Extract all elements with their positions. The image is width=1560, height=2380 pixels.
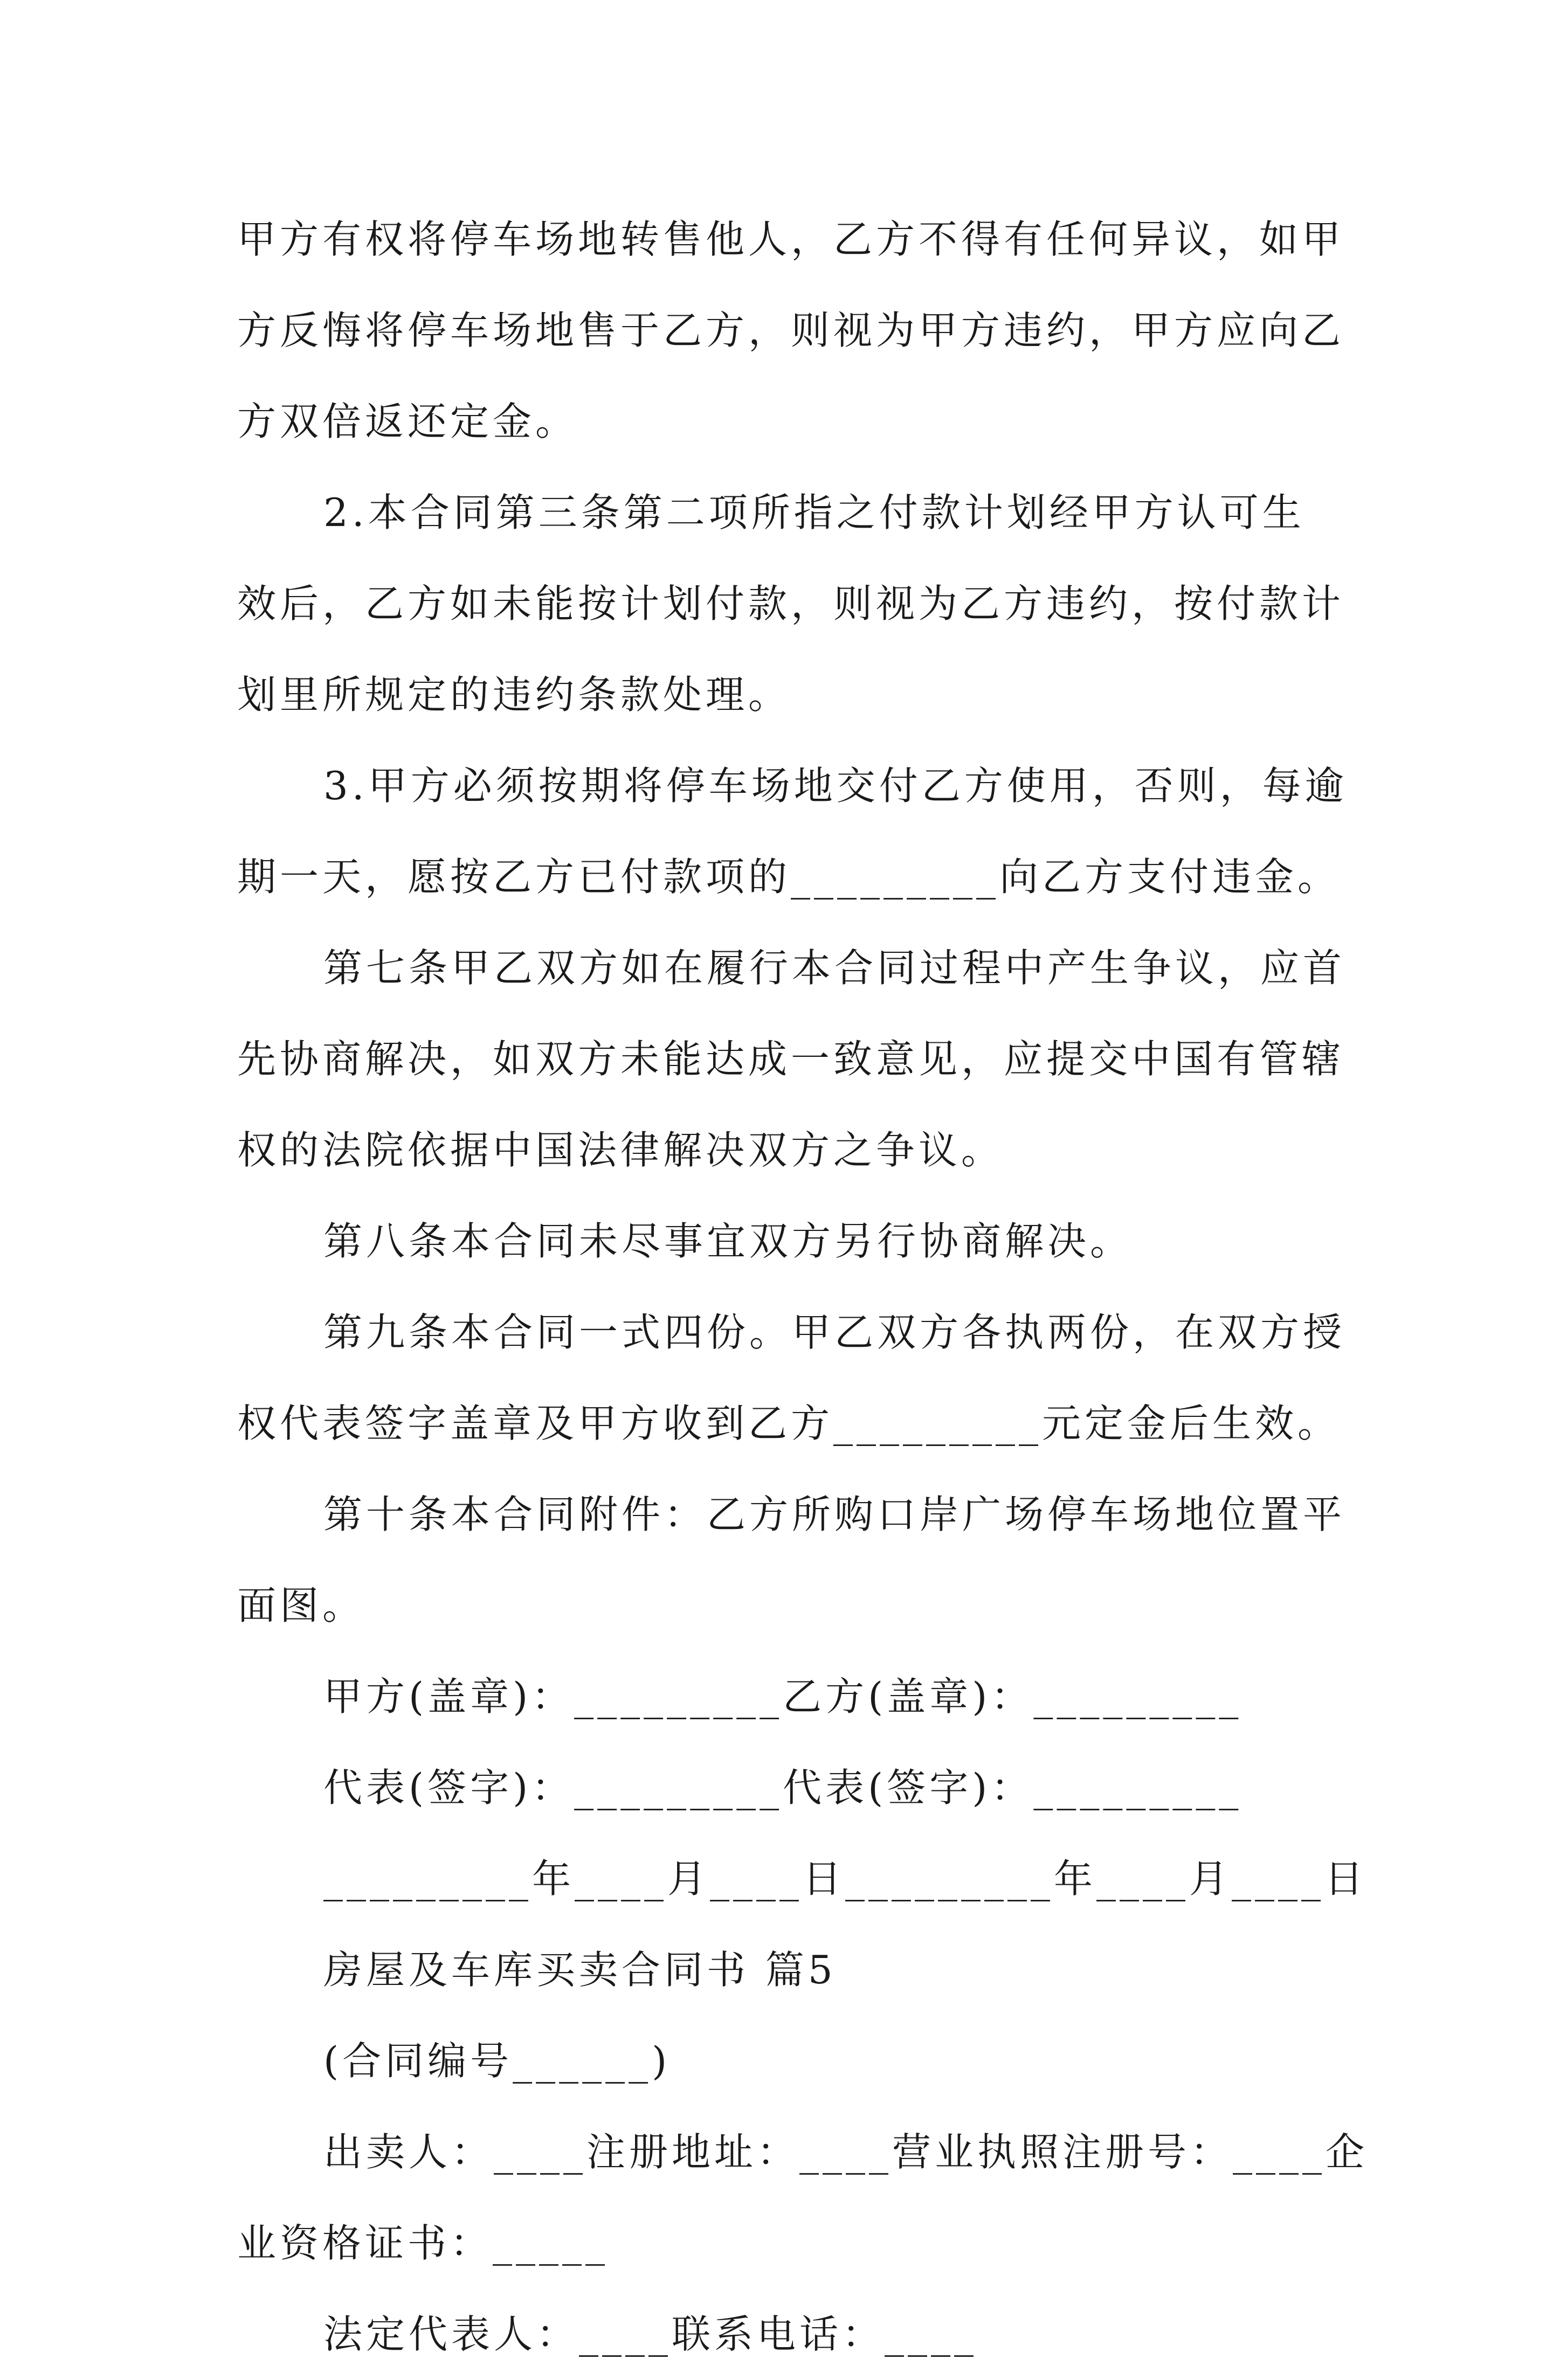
signature-line: 甲方(盖章)：_________乙方(盖章)：_________ [323,1674,1243,1719]
text-line: 方反悔将停车场地售于乙方，则视为甲方违约，甲方应向乙 [237,308,1345,353]
text-line: 效后，乙方如未能按计划付款，则视为乙方违约，按付款计 [237,581,1345,626]
text-line: 权的法院依据中国法律解决双方之争议。 [237,1127,1004,1173]
text-line: 权代表签字盖章及甲方收到乙方_________元定金后生效。 [237,1401,1341,1446]
date-line: _________年____月____日_________年____月____日 [323,1856,1367,1901]
text-line: 期一天，愿按乙方已付款项的_________向乙方支付违金。 [237,854,1341,900]
text-line: 第七条甲乙双方如在履行本合同过程中产生争议，应首 [323,945,1346,991]
text-line: 划里所规定的违约条款处理。 [237,672,791,717]
text-line: 业资格证书：_____ [237,2220,609,2266]
text-line: 先协商解决，如双方未能达成一致意见，应提交中国有管辖 [237,1036,1345,1082]
text-line: 甲方有权将停车场地转售他人，乙方不得有任何异议，如甲 [237,217,1345,262]
signature-line: 代表(签字)：_________代表(签字)：_________ [323,1765,1243,1810]
text-line: 2.本合同第三条第二项所指之付款计划经甲方认可生 [323,490,1305,535]
text-line: 3.甲方必须按期将停车场地交付乙方使用，否则，每逾 [323,763,1348,808]
text-line: 方双倍返还定金。 [237,399,578,444]
section-title: 房屋及车库买卖合同书 篇5 [323,1947,837,1992]
text-line: 法定代表人：____联系电话：____ [323,2312,978,2357]
text-line: 第八条本合同未尽事宜双方另行协商解决。 [323,1219,1133,1264]
text-line: 第十条本合同附件：乙方所购口岸广场停车场地位置平 [323,1492,1346,1537]
document-page [237,194,1369,2380]
text-line: 第九条本合同一式四份。甲乙双方各执两份，在双方授 [323,1310,1346,1355]
text-line: (合同编号______) [323,2038,671,2084]
text-line: 面图。 [237,1583,365,1628]
text-line: 出卖人：____注册地址：____营业执照注册号：____企 [323,2129,1369,2175]
